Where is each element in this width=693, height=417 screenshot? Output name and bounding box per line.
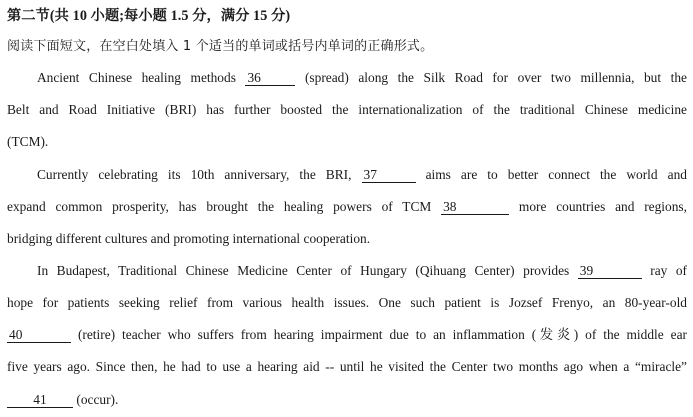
text-segment: (occur). — [76, 392, 119, 407]
blank-40[interactable]: 40 — [7, 327, 71, 343]
text-segment: (retire) teacher who suffers from hearing impairment due to an inflammation (发炎) of the middle ear — [77, 327, 687, 342]
text-segment: Belt and Road Initiative (BRI) has further boosted the internationalization of the traditional Chinese medicine — [7, 102, 687, 117]
paragraph-2-line-3 — [7, 230, 370, 248]
text-segment: aims are to better connect the world and — [425, 167, 687, 182]
text-segment: hope for patients seeking relief from various health issues. One such patient is Jozsef Frenyo, an 80-year-old — [7, 295, 687, 310]
paragraph-1-line-3 — [7, 133, 48, 151]
blank-38[interactable]: 38 — [441, 199, 509, 215]
text-segment: ray of — [650, 263, 687, 278]
text-segment: expand common prosperity, has brought the healing powers of TCM — [7, 199, 432, 214]
paragraph-1-line-2 — [7, 101, 687, 119]
paragraph-3-line-5 — [7, 391, 118, 409]
blank-39[interactable]: 39 — [578, 263, 642, 279]
text-segment: five years ago. Since then, he had to use a hearing aid -- until he visited the Center two months ago when a “miracle” — [7, 359, 687, 374]
text-segment: Ancient Chinese healing methods — [37, 70, 236, 85]
text-segment: (spread) along the Silk Road for over two millennia, but the — [304, 70, 687, 85]
paragraph-3-line-1 — [37, 262, 687, 280]
paragraph-3-line-2 — [7, 294, 687, 312]
paragraph-2-line-1 — [37, 166, 687, 184]
instruction-text: 阅读下面短文，在空白处填入 1 个适当的单词或括号内单词的正确形式。 — [7, 39, 434, 54]
section-heading: 第二节(共 10 小题;每小题 1.5 分，满分 15 分) — [7, 8, 291, 24]
text-segment: In Budapest, Traditional Chinese Medicine Center of Hungary (Qihuang Center) provides — [37, 263, 570, 278]
paragraph-3-line-4 — [7, 358, 687, 376]
blank-36[interactable]: 36 — [245, 70, 295, 86]
paragraph-2-line-2 — [7, 198, 687, 216]
paragraph-3-line-3 — [7, 326, 687, 344]
text-segment: (TCM). — [7, 134, 49, 149]
paragraph-1-line-1 — [37, 69, 687, 87]
text-segment: more countries and regions, — [518, 199, 687, 214]
blank-41[interactable]: 41 — [7, 392, 73, 408]
blank-37[interactable]: 37 — [362, 167, 416, 183]
text-segment: bridging different cultures and promoting international cooperation. — [7, 231, 371, 246]
text-segment: Currently celebrating its 10th anniversary, the BRI, — [37, 167, 352, 182]
